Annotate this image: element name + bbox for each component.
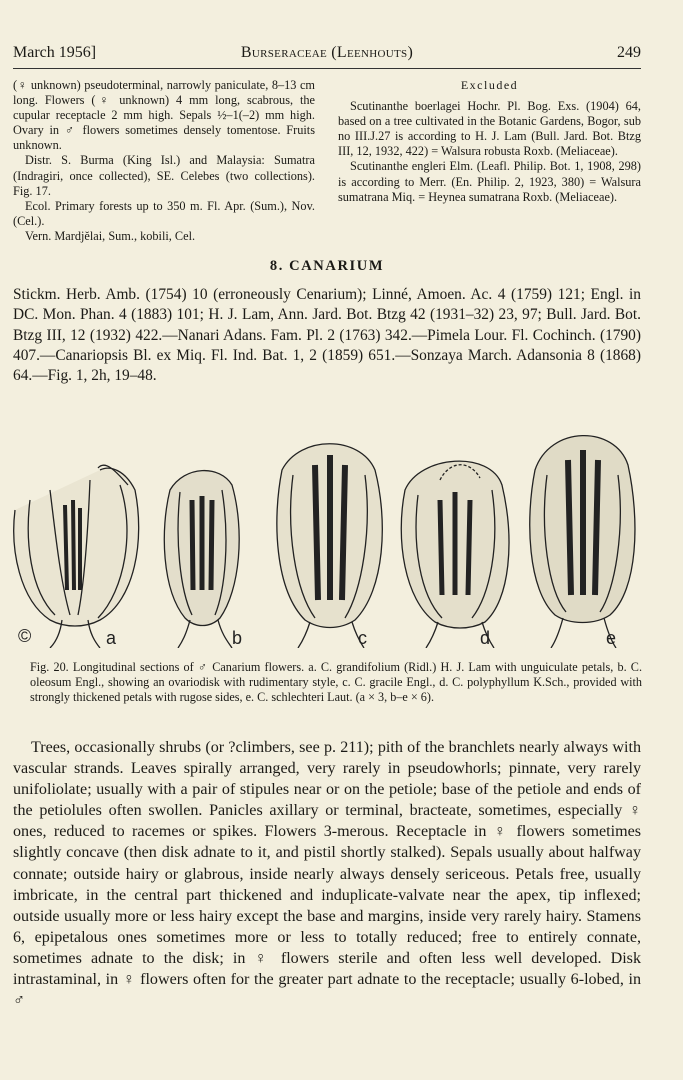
distribution-paragraph: Distr. S. Burma (King Isl.) and Malaysia: Sumatra (Indragiri, once collected), SE. Celebes (two collections). Fig. 17. xyxy=(13,153,315,198)
flower-section-d xyxy=(401,461,509,648)
header-rule xyxy=(13,68,641,69)
panel-label-c: c xyxy=(358,628,367,648)
flower-section-e xyxy=(530,436,635,648)
flower-section-c xyxy=(277,444,382,648)
excluded-entry-2: Scutinanthe engleri Elm. (Leafl. Philip. Bot. 1, 1908, 298) is according to Merr. (En. Philip. 2, 1923, 380) = Walsura sumatrana Miq. = Heynea sumatrana Roxb. (Meliaceae). xyxy=(338,159,641,204)
description-paragraph: (♀ unknown) pseudoterminal, narrowly paniculate, 8–13 cm long. Flowers (♀ unknown) 4 mm long, scabrous, the cupular receptacle 2 mm high. Sepals ½–1(–2) mm high. Ovary in ♂ flowers sometimes densely tomentose. Fruits unknown. xyxy=(13,78,315,153)
figure-20 xyxy=(10,430,642,648)
synonymy-text: Stickm. Herb. Amb. (1754) 10 (erroneously Cenarium); Linné, Amoen. Ac. 4 (1759) 121; Engl. in DC. Mon. Phan. 4 (1883) 101; H. J. Lam, Ann. Jard. Bot. Btzg 42 (1931–32) 23, 97; Bull. Jard. Bot. Btzg III, 12 (1932) 422.—Nanari Adans. Fam. Pl. 2 (1763) 342.—Pimela Lour. Fl. Cochinch. (1790) 407.—Canariopsis Bl. ex Miq. Fl. Ind. Bat. 1, 2 (1859) 651.—Sonzaya March. Adansonia 8 (1868) 64.—Fig. 1, 2h, 19–48. xyxy=(13,286,641,385)
genus-description xyxy=(13,737,641,1011)
right-column xyxy=(338,78,641,205)
panel-label-a: a xyxy=(106,628,117,648)
panel-label-d: d xyxy=(480,628,491,648)
vernacular-paragraph: Vern. Mardjĕlai, Sum., kobili, Cel. xyxy=(25,228,196,243)
caption-text: Fig. 20. Longitudinal sections of ♂ Canarium flowers. a. C. grandifolium (Ridl.) H. J. Lam with unguiculate petals, b. C. oleosum Engl., showing an ovariodisk with rudimentary style, c. C. gracile Engl., d. C. polyphyllum K.Sch., provided with strongly thickened petals with rugose sides, e. C. schlechteri Laut. (a × 3, b–e × 6). xyxy=(30,660,642,705)
copyright-mark: © xyxy=(18,626,32,646)
flower-section-b xyxy=(164,471,239,648)
header-title: Burseraceae (Leenhouts) xyxy=(240,44,414,61)
genus-heading: 8. CANARIUM xyxy=(269,258,385,274)
header-date: March 1956] xyxy=(13,44,97,61)
left-column xyxy=(13,78,315,244)
ecology-paragraph: Ecol. Primary forests up to 350 m. Fl. Apr. (Sum.), Nov. (Cel.). xyxy=(13,198,315,228)
flower-sections-illustration xyxy=(10,430,642,648)
description-text: Trees, occasionally shrubs (or ?climbers, see p. 211); pith of the branchlets nearly always with vascular strands. Leaves spirally arranged, very rarely in pseudowhorls; pinnate, very rarely unifoliolate; usually with a pair of stipules near or on the petiole; base of the petiole and ends of the petiolules often swollen. Panicles axillary or terminal, bracteate, sometimes, especially ♀ ones, reduced to racemes or spikes. Flowers 3-merous. Receptacle in ♀ flowers sometimes slightly concave (then disk adnate to it, and pistil shortly stalked). Sepals usually about halfway connate; outside hairy or glabrous, inside nearly always densely sericeous. Petals free, usually imbricate, in the central part thickened and induplicate-valvate near the apex, tip inflexed; outside usually more or less hairy except the base and margins, inside very rarely hairy. Stamens 6, epipetalous ones sometimes more or less to totally reduced; free to entirely connate, sometimes adnate to the disk; in ♀ flowers sterile and often less well developed. Disk intrastaminal, in ♀ flowers often for the greater part adnate to the receptacle; usually 6-lobed, in ♂ xyxy=(13,739,641,1010)
figure-caption xyxy=(30,660,642,706)
excluded-entry-1: Scutinanthe boerlagei Hochr. Pl. Bog. Exs. (1904) 64, based on a tree cultivated in the Botanic Gardens, Bogor, sub no III.J.27 is according to H. J. Lam (Bull. Jard. Bot. Btzg III, 12, 1932, 422) = Walsura robusta Roxb. (Meliaceae). xyxy=(338,99,641,159)
panel-label-b: b xyxy=(232,628,243,648)
excluded-heading: Excluded xyxy=(460,78,519,92)
running-header xyxy=(13,44,641,66)
synonymy-paragraph xyxy=(13,285,641,386)
panel-label-e: e xyxy=(606,628,617,648)
page-number: 249 xyxy=(617,44,641,61)
flower-section-a xyxy=(14,465,139,648)
